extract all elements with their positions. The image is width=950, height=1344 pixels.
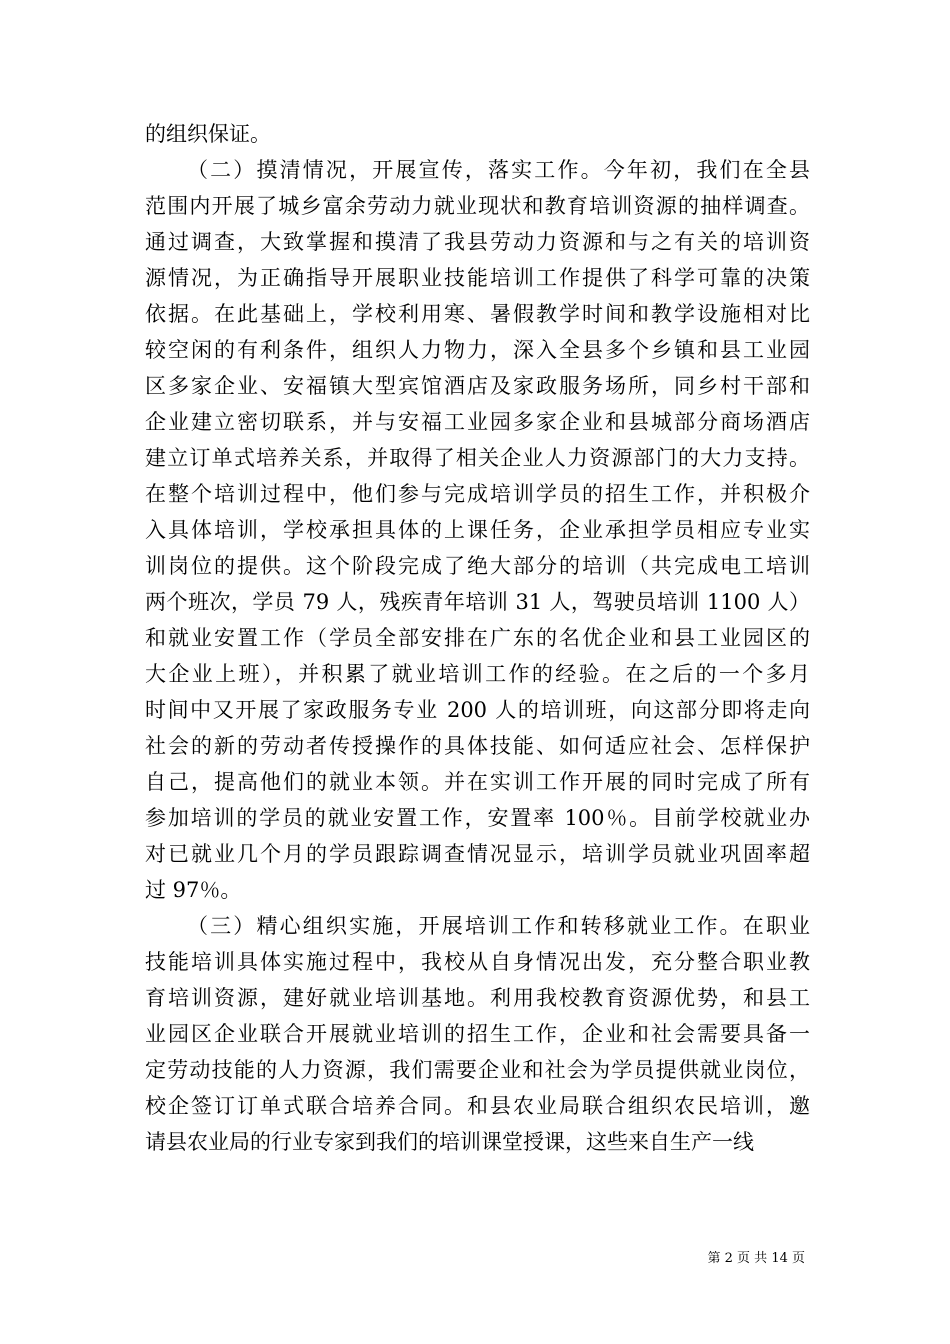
page-number-footer: 第 2 页 共 14 页: [707, 1251, 805, 1266]
text-line: 范围内开展了城乡富余劳动力就业现状和教育培训资源的抽样调查。: [145, 194, 810, 218]
text-line: 通过调查，大致掌握和摸清了我县劳动力资源和与之有关的培训资: [145, 230, 810, 254]
text-line: （三）精心组织实施，开展培训工作和转移就业工作。在职业: [187, 914, 810, 938]
text-line: 较空闲的有利条件，组织人力物力，深入全县多个乡镇和县工业园: [145, 338, 810, 362]
text-line: （二）摸清情况，开展宣传，落实工作。今年初，我们在全县: [187, 158, 810, 182]
text-line: 和就业安置工作（学员全部安排在广东的名优企业和县工业园区的: [145, 626, 810, 650]
text-line: 过 97％。: [145, 878, 242, 902]
text-line: 定劳动技能的人力资源，我们需要企业和社会为学员提供就业岗位，: [145, 1058, 810, 1082]
text-line: 建立订单式培养关系，并取得了相关企业人力资源部门的大力支持。: [145, 446, 810, 470]
text-line: 业园区企业联合开展就业培训的招生工作，企业和社会需要具备一: [145, 1022, 810, 1046]
text-line: 社会的新的劳动者传授操作的具体技能、如何适应社会、怎样保护: [145, 734, 810, 758]
text-line: 自己，提高他们的就业本领。并在实训工作开展的同时完成了所有: [145, 770, 810, 794]
text-line: 区多家企业、安福镇大型宾馆酒店及家政服务场所，同乡村干部和: [145, 374, 810, 398]
text-line: 源情况，为正确指导开展职业技能培训工作提供了科学可靠的决策: [145, 266, 810, 290]
text-line: 校企签订订单式联合培养合同。和县农业局联合组织农民培训，邀: [145, 1094, 810, 1118]
paragraph: [145, 152, 810, 908]
text-line: 育培训资源，建好就业培训基地。利用我校教育资源优势，和县工: [145, 986, 810, 1010]
paragraph: [145, 116, 810, 152]
text-line: 两个班次，学员 79 人，残疾青年培训 31 人，驾驶员培训 1100 人）: [145, 590, 810, 614]
text-line: 时间中又开展了家政服务专业 200 人的培训班，向这部分即将走向: [145, 698, 810, 722]
text-line: 训岗位的提供。这个阶段完成了绝大部分的培训（共完成电工培训: [145, 554, 810, 578]
text-line: 企业建立密切联系，并与安福工业园多家企业和县城部分商场酒店: [145, 410, 810, 434]
text-line: 技能培训具体实施过程中，我校从自身情况出发，充分整合职业教: [145, 950, 810, 974]
text-line: 的组织保证。: [145, 122, 271, 146]
text-line: 依据。在此基础上，学校利用寒、暑假教学时间和教学设施相对比: [145, 302, 810, 326]
text-line: 参加培训的学员的就业安置工作，安置率 100％。目前学校就业办: [145, 806, 810, 830]
text-line: 在整个培训过程中，他们参与完成培训学员的招生工作，并积极介: [145, 482, 810, 506]
text-line: 请县农业局的行业专家到我们的培训课堂授课，这些来自生产一线: [145, 1130, 754, 1154]
text-line: 对已就业几个月的学员跟踪调查情况显示，培训学员就业巩固率超: [145, 842, 810, 866]
text-line: 入具体培训，学校承担具体的上课任务，企业承担学员相应专业实: [145, 518, 810, 542]
paragraph: [145, 908, 810, 1160]
body-text: [145, 116, 810, 1160]
text-line: 大企业上班），并积累了就业培训工作的经验。在之后的一个多月: [145, 662, 810, 686]
